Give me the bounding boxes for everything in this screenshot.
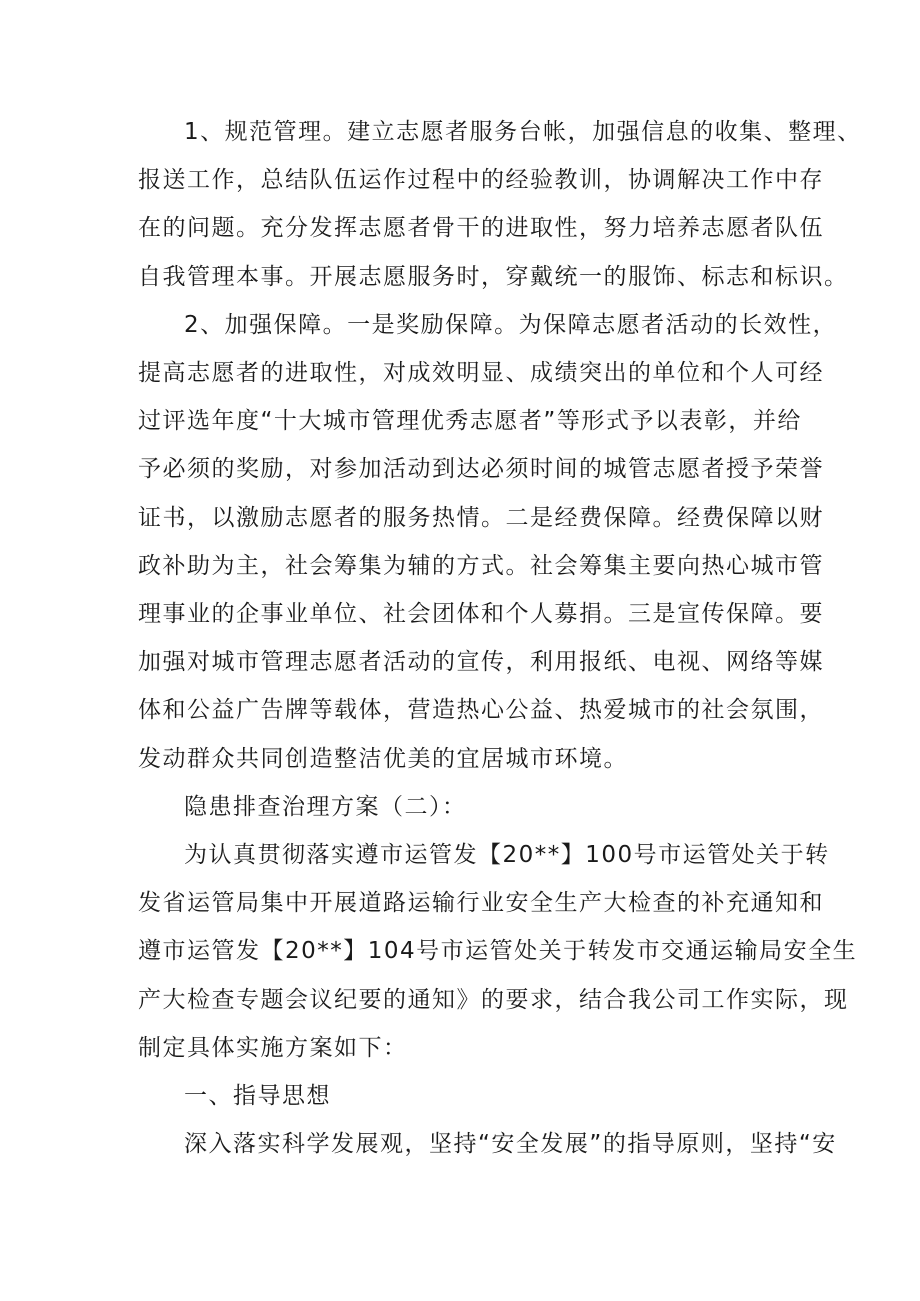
text-line: 予必须的奖励，对参加活动到达必须时间的城管志愿者授予荣誉	[138, 456, 824, 483]
text-line: 发动群众共同创造整洁优美的宜居城市环境。	[138, 745, 628, 772]
paragraph-strengthen-guarantee	[138, 301, 838, 783]
text-line: 产大检查专题会议纪要的通知》的要求，结合我公司工作实际，现	[138, 986, 849, 1013]
text-line: 在的问题。充分发挥志愿者骨干的进取性，努力培养志愿者队伍	[138, 215, 824, 242]
text-line: 报送工作，总结队伍运作过程中的经验教训，协调解决工作中存	[138, 167, 824, 194]
text-line: 遵市运管发【20**】104号市运管处关于转发市交通运输局安全生	[138, 938, 858, 965]
document-body	[138, 108, 862, 1168]
text-line: 为认真贯彻落实遵市运管发【20**】100号市运管处关于转	[184, 842, 830, 869]
text-line: 过评选年度“十大城市管理优秀志愿者”等形式予以表彰，并给	[138, 408, 802, 435]
text-line: 提高志愿者的进取性，对成效明显、成绩突出的单位和个人可经	[138, 360, 824, 387]
paragraph-implementation-intro	[138, 831, 858, 1072]
section-heading-guiding-ideology	[138, 1072, 798, 1120]
text-line: 发省运管局集中开展道路运输行业安全生产大检查的补充通知和	[138, 890, 824, 917]
text-line: 一、指导思想	[184, 1083, 331, 1110]
text-line: 理事业的企事业单位、社会团体和个人募捐。三是宣传保障。要	[138, 601, 824, 628]
text-line: 隐患排查治理方案（二）：	[184, 793, 467, 820]
text-line: 证书，以激励志愿者的服务热情。二是经费保障。经费保障以财	[138, 504, 824, 531]
section-title-hazard-plan	[138, 783, 798, 831]
text-line: 2、加强保障。一是奖励保障。为保障志愿者活动的长效性，	[184, 311, 838, 338]
text-line: 1、规范管理。建立志愿者服务台帐，加强信息的收集、整理、	[184, 119, 862, 145]
text-line: 深入落实科学发展观，坚持“安全发展”的指导原则，坚持“安	[184, 1131, 837, 1158]
paragraph-standardized-management	[138, 108, 862, 301]
text-line: 加强对城市管理志愿者活动的宣传，利用报纸、电视、网络等媒	[138, 649, 824, 676]
text-line: 体和公益广告牌等载体，营造热心公益、热爱城市的社会氛围，	[138, 697, 824, 724]
paragraph-guiding-ideology	[138, 1120, 837, 1168]
text-line: 政补助为主，社会筹集为辅的方式。社会筹集主要向热心城市管	[138, 552, 824, 579]
text-line: 自我管理本事。开展志愿服务时，穿戴统一的服饰、标志和标识。	[138, 263, 849, 290]
text-line: 制定具体实施方案如下：	[138, 1034, 408, 1061]
